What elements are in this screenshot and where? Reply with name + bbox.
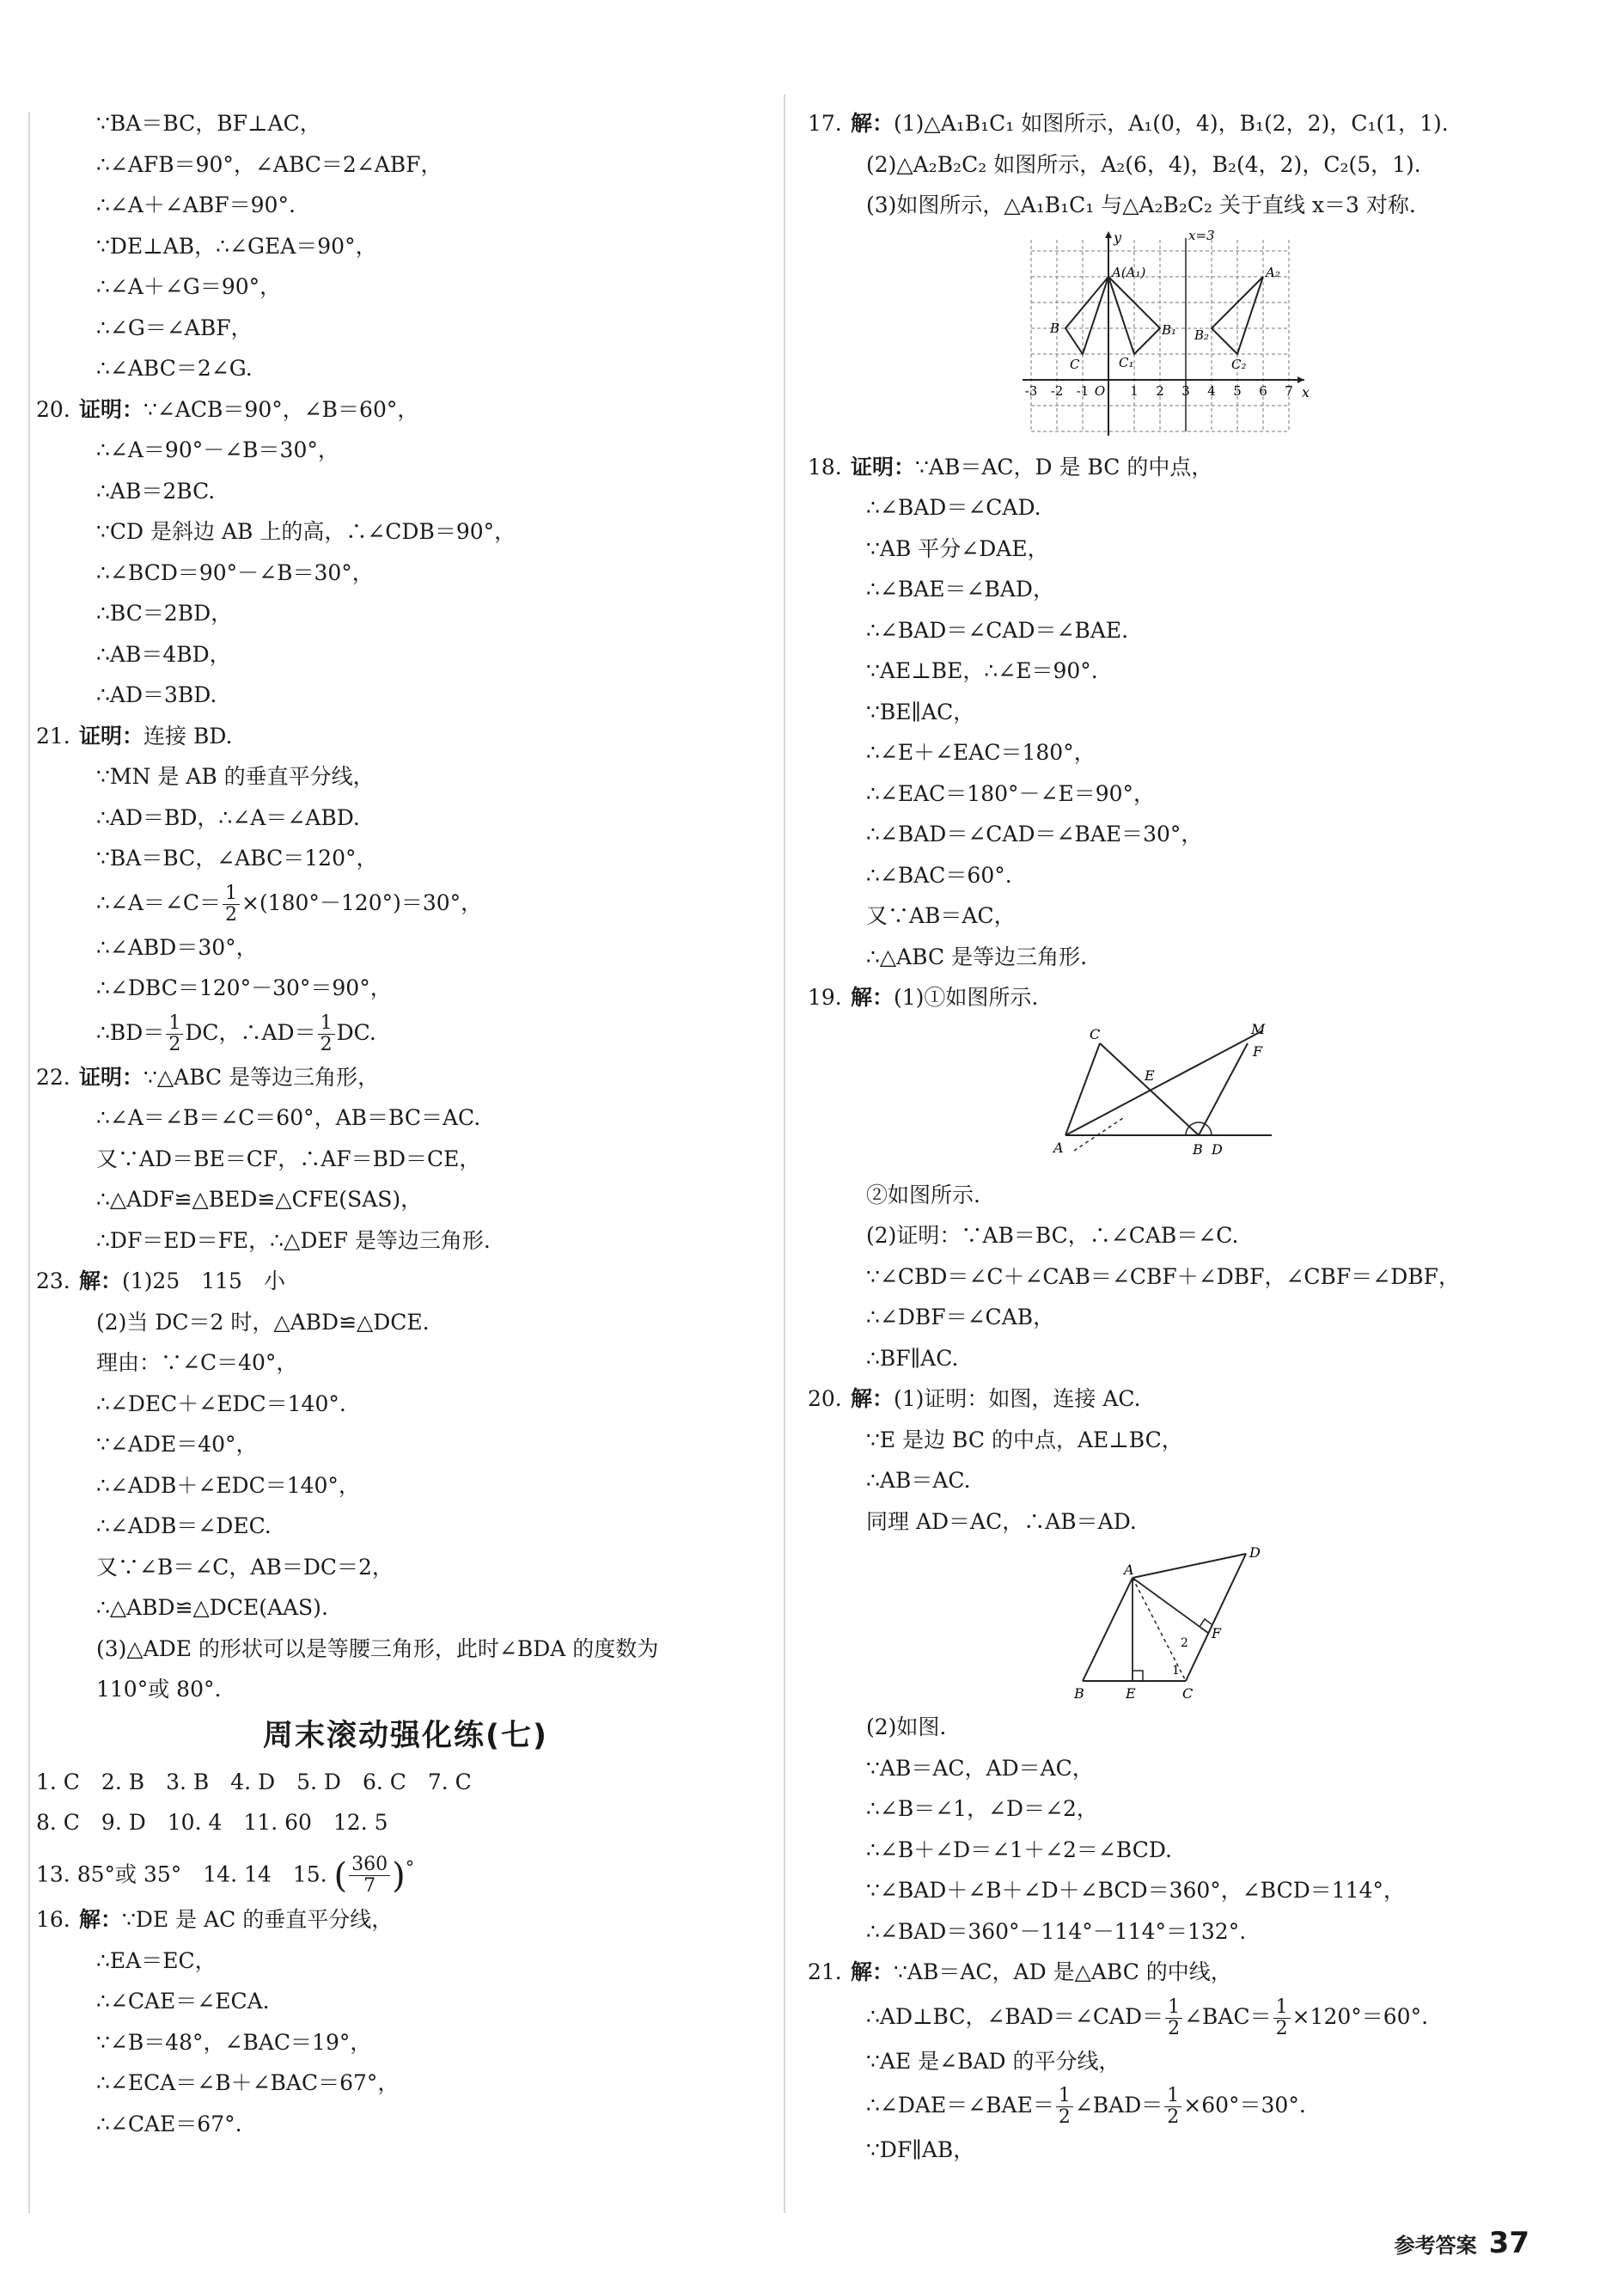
fig19-label: F	[1253, 1042, 1263, 1060]
line-text: ∵∠BAD＋∠B＋∠D＋∠BCD＝360°，∠BCD＝114°，	[866, 1878, 1405, 1903]
line-text-post: DC.	[336, 1019, 376, 1045]
text-line	[36, 308, 775, 349]
text-line	[808, 447, 1581, 488]
answer-13-line	[36, 1843, 775, 1900]
line-text: ∴∠AFB＝90°，∠ABC＝2∠ABF，	[96, 151, 443, 177]
frac-numerator: 1	[1056, 2086, 1073, 2107]
line-text: ∵BE∥AC，	[866, 699, 975, 724]
fraction	[1056, 2086, 1073, 2128]
tick-label: 5	[1233, 382, 1242, 399]
fig19-label: C	[1090, 1025, 1101, 1042]
text-line	[36, 838, 775, 879]
line-text: ∴∠A＝90°－∠B＝30°，	[96, 437, 339, 462]
text-line	[808, 1378, 1581, 1420]
frac-denominator: 2	[1168, 2017, 1181, 2039]
line-text: 连接 BD.	[143, 723, 233, 749]
line-text: (1)证明：如图，连接 AC.	[894, 1386, 1141, 1411]
line-text: ∴∠ABD＝30°，	[96, 934, 258, 960]
text-line	[36, 634, 775, 675]
point-label: A(A₁)	[1112, 264, 1146, 280]
line-text: ∵AE 是∠BAD 的平分线，	[866, 2048, 1120, 2074]
question-label: 解：	[851, 985, 894, 1010]
text-line	[36, 1220, 775, 1262]
text-line	[36, 2022, 775, 2063]
line-text: ∴△ADF≌△BED≌△CFE(SAS)，	[96, 1187, 423, 1212]
question-label: 证明：	[79, 396, 144, 422]
text-line	[36, 1057, 775, 1098]
line-text-mid: ∠BAD＝	[1074, 2093, 1163, 2118]
line-text: ∴∠DBF＝∠CAB，	[866, 1305, 1055, 1329]
text-line	[36, 1669, 775, 1710]
answer-line: 1. C 2. B 3. B 4. D 5. D 6. C 7. C	[36, 1769, 472, 1794]
point-label: C	[1070, 356, 1080, 372]
line-text: (3)△ADE 的形状可以是等腰三角形，此时∠BDA 的度数为	[96, 1635, 659, 1661]
line-text: ∵∠B＝48°，∠BAC＝19°，	[96, 2029, 372, 2055]
question-number: 16.	[36, 1907, 70, 1933]
question-number: 20.	[808, 1386, 842, 1411]
fig19-label: M	[1251, 1021, 1266, 1037]
fig19-label: A	[1053, 1139, 1064, 1156]
question-number: 17.	[808, 111, 842, 136]
figure-20	[808, 1545, 1581, 1703]
line-text: ∴∠DBC＝120°－30°＝90°，	[96, 975, 392, 1000]
text-line	[36, 430, 775, 471]
line-text-pre: ∴∠DAE＝∠BAE＝	[866, 2093, 1054, 2118]
line-text: ∴EA＝EC，	[96, 1947, 217, 1973]
text-line	[808, 895, 1581, 937]
line-text: ∴AB＝4BD，	[96, 641, 231, 667]
text-line	[36, 348, 775, 389]
tick-label: -3	[1024, 382, 1038, 399]
line-text: ∴∠DEC＋∠EDC＝140°.	[96, 1391, 346, 1416]
text-line	[36, 1302, 775, 1343]
fig20-label: D	[1249, 1545, 1261, 1561]
fig19-label: D	[1212, 1140, 1223, 1158]
question-number: 18.	[808, 454, 842, 480]
line-text: ∴∠B＋∠D＝∠1＋∠2＝∠BCD.	[866, 1837, 1172, 1862]
text-line	[808, 487, 1581, 529]
line-text: (2)证明：∵AB＝BC，∴∠CAB＝∠C.	[866, 1223, 1239, 1248]
line-text: ∴∠BAD＝∠CAD.	[866, 495, 1041, 520]
x-axis-label: x	[1302, 383, 1310, 400]
line-text-mid: ∠BAC＝	[1184, 2003, 1272, 2029]
text-line	[808, 1707, 1581, 1748]
line-text-pre: ∴BD＝	[96, 1019, 165, 1045]
text-line	[36, 1629, 775, 1670]
point-label: B₂	[1194, 327, 1210, 343]
section-title: 周末滚动强化练(七)	[263, 1718, 548, 1753]
fig20-label: A	[1124, 1562, 1134, 1578]
text-line	[36, 226, 775, 267]
figure-19-svg	[1048, 1022, 1289, 1168]
text-line	[36, 1139, 775, 1180]
line-text: ∵∠ADE＝40°，	[96, 1432, 258, 1457]
question-number: 22.	[36, 1064, 70, 1090]
text-line	[36, 756, 775, 798]
text-line	[808, 651, 1581, 692]
question-number: 21.	[808, 1959, 842, 1984]
line-text-post: ×(180°－120°)＝30°，	[241, 889, 483, 915]
line-text: ∴AB＝AC.	[866, 1468, 971, 1493]
text-line	[808, 1175, 1581, 1216]
text-line	[808, 1993, 1581, 2041]
right-block-20b-21	[808, 1707, 1581, 2171]
line-text: ∴∠CAE＝∠ECA.	[96, 1989, 270, 2014]
text-line	[808, 977, 1581, 1018]
y-axis-label: y	[1114, 229, 1122, 246]
line-text: (3)如图所示，△A₁B₁C₁ 与△A₂B₂C₂ 关于直线 x＝3 对称.	[866, 193, 1416, 217]
line-text: (1)①如图所示.	[894, 985, 1039, 1010]
text-line	[36, 1899, 775, 1941]
line-text: ∵AB＝AC，AD＝AC，	[866, 1755, 1094, 1781]
text-line	[36, 1981, 775, 2022]
paren-open: (	[333, 1855, 348, 1896]
line-text: ∴∠BAC＝60°.	[866, 862, 1012, 888]
line-text: ∵BA＝BC，∠ABC＝120°，	[96, 846, 378, 871]
question-label: 证明：	[79, 1064, 144, 1090]
line-text: ∴∠BAE＝∠BAD，	[866, 577, 1054, 602]
point-label: B	[1050, 320, 1060, 336]
text-line	[36, 593, 775, 634]
line-text: ∴∠EAC＝180°－∠E＝90°，	[866, 780, 1156, 806]
fig19-label: B	[1193, 1140, 1203, 1158]
text-line	[36, 675, 775, 716]
frac-numerator: 1	[1164, 2086, 1181, 2107]
line-text: ∴∠BAD＝∠CAD＝∠BAE＝30°，	[866, 822, 1203, 847]
line-text: ∴AD＝BD，∴∠A＝∠ABD.	[96, 804, 360, 830]
line-x3-label: x=3	[1188, 229, 1215, 243]
text-line	[36, 511, 775, 553]
line-text: ∴∠CAE＝67°.	[96, 2111, 242, 2136]
left2-lines	[36, 1899, 775, 2144]
fraction	[1164, 2086, 1181, 2128]
line-text: ∵AE⊥BE，∴∠E＝90°.	[866, 658, 1098, 683]
text-line	[808, 144, 1581, 186]
question-number: 23.	[36, 1268, 70, 1293]
text-line	[36, 2104, 775, 2145]
tick-label: 3	[1181, 382, 1190, 399]
line-text: ∴∠BCD＝90°－∠B＝30°，	[96, 559, 374, 585]
text-line	[36, 185, 775, 226]
line-text: 又∵AB＝AC，	[866, 903, 1016, 928]
text-line	[808, 1788, 1581, 1830]
line-text: ∵AB＝AC，AD 是△ABC 的中线，	[894, 1959, 1232, 1984]
line-text: ∴BC＝2BD，	[96, 601, 233, 626]
line-text: ∵AB 平分∠DAE，	[866, 535, 1049, 561]
line-text: ②如图所示.	[866, 1182, 980, 1207]
footer-title: 参考答案	[1394, 2234, 1477, 2258]
text-line	[808, 1952, 1581, 1993]
text-line	[36, 1941, 775, 1982]
line-text: ∵△ABC 是等边三角形，	[143, 1064, 380, 1090]
question-label: 解：	[79, 1268, 123, 1293]
line-text: ∴∠A＋∠G＝90°，	[96, 274, 282, 299]
answers-block	[36, 1762, 775, 1843]
frac-numerator: 1	[223, 883, 240, 905]
tick-label: 7	[1285, 382, 1293, 399]
frac-denominator: 7	[363, 1874, 376, 1897]
page-number: 37	[1488, 2226, 1529, 2260]
figure-20-svg	[1074, 1545, 1272, 1700]
paren-close: )	[392, 1855, 406, 1896]
text-line	[808, 1338, 1581, 1379]
text-line	[36, 144, 775, 186]
frac-numerator: 1	[1165, 1997, 1182, 2019]
text-line	[808, 185, 1581, 226]
frac-numerator: 1	[318, 1013, 335, 1035]
line-text: 又∵∠B＝∠C，AB＝DC＝2，	[96, 1554, 394, 1580]
text-line	[808, 814, 1581, 855]
text-line	[808, 1870, 1581, 1911]
right-block-18-19	[808, 447, 1581, 1018]
right-column	[808, 103, 1581, 2171]
text-line	[36, 103, 775, 144]
line-text: ∴∠A＋∠ABF＝90°.	[96, 193, 296, 217]
frac-denominator: 2	[1058, 2106, 1071, 2128]
line-text: 理由：∵∠C＝40°，	[96, 1350, 298, 1375]
text-line	[808, 2081, 1581, 2130]
grid-figure-svg	[1023, 229, 1315, 440]
text-line	[36, 1384, 775, 1425]
text-line	[808, 692, 1581, 733]
point-label: B₁	[1162, 321, 1177, 338]
line-text: ∴AD＝3BD.	[96, 682, 217, 707]
frac-denominator: 2	[320, 1033, 333, 1055]
point-label: C₁	[1119, 354, 1134, 370]
text-line	[808, 937, 1581, 978]
text-line	[808, 1501, 1581, 1543]
fig20-label: B	[1074, 1685, 1084, 1700]
fig20-label: E	[1126, 1685, 1136, 1700]
tick-label: -2	[1050, 382, 1064, 399]
answer13-fraction	[349, 1855, 390, 1897]
line-text-mid: DC，∴AD＝	[185, 1019, 316, 1045]
line-text: ∴∠ADB＝∠DEC.	[96, 1513, 272, 1538]
line-text: ∴∠G＝∠ABF，	[96, 315, 253, 340]
text-line	[36, 1506, 775, 1547]
fraction	[166, 1013, 183, 1055]
line-text: ∵AB＝AC，D 是 BC 的中点，	[915, 454, 1213, 480]
text-line	[808, 529, 1581, 570]
line-text: ∵DF∥AB，	[866, 2137, 975, 2162]
text-line	[36, 1261, 775, 1302]
text-line	[36, 389, 775, 431]
text-line	[808, 1297, 1581, 1338]
frac-numerator: 1	[166, 1013, 183, 1035]
right-block-17	[808, 103, 1581, 226]
answer13-pre: 13. 85°或 35° 14. 14 15.	[36, 1861, 334, 1886]
frac-numerator: 1	[1273, 1997, 1291, 2019]
line-text: ∴BF∥AC.	[866, 1345, 959, 1371]
left-column	[36, 103, 775, 2144]
text-line	[36, 2063, 775, 2104]
line-text: (1)25 115 小	[122, 1268, 285, 1293]
point-label: C₂	[1231, 356, 1247, 372]
line-text: ∴△ABC 是等边三角形.	[866, 944, 1088, 969]
line-text: 同理 AD＝AC，∴AB＝AD.	[866, 1508, 1137, 1534]
line-text-post: ×60°＝30°.	[1183, 2093, 1306, 2118]
line-text-pre: ∴AD⊥BC，∠BAD＝∠CAD＝	[866, 2003, 1164, 2029]
text-line	[808, 1748, 1581, 1789]
text-line	[36, 1547, 775, 1588]
fig19-label: E	[1145, 1067, 1155, 1084]
fraction	[223, 883, 240, 926]
frac-numerator: 360	[349, 1855, 390, 1876]
text-line	[808, 1256, 1581, 1298]
text-line	[36, 1179, 775, 1220]
text-line	[808, 1830, 1581, 1871]
text-line	[808, 1460, 1581, 1501]
text-line	[36, 1009, 775, 1057]
frac-denominator: 2	[1167, 2106, 1180, 2128]
text-line	[808, 855, 1581, 896]
figure-19	[808, 1022, 1581, 1171]
fraction	[1273, 1997, 1291, 2039]
question-label: 解：	[851, 111, 894, 136]
fig20-label: C	[1182, 1685, 1194, 1700]
fraction	[1165, 1997, 1182, 2039]
angle-label: 2	[1181, 1636, 1188, 1650]
question-label: 解：	[79, 1907, 123, 1933]
line-text: ∴∠BAD＝360°－114°－114°＝132°.	[866, 1918, 1247, 1944]
line-text-pre: ∴∠A＝∠C＝	[96, 889, 221, 915]
answer-line: 8. C 9. D 10. 4 11. 60 12. 5	[36, 1810, 388, 1835]
text-line	[36, 471, 775, 512]
text-line	[36, 716, 775, 757]
text-line	[36, 1587, 775, 1629]
text-line	[36, 266, 775, 308]
grid-figure	[808, 229, 1581, 443]
question-number: 20.	[36, 396, 70, 422]
line-text: ∵DE 是 AC 的垂直平分线，	[122, 1907, 394, 1933]
question-label: 解：	[851, 1386, 894, 1411]
question-number: 19.	[808, 985, 842, 1010]
text-line	[808, 732, 1581, 773]
text-line	[36, 927, 775, 969]
line-text: (2)如图.	[866, 1714, 947, 1739]
line-text: ∵∠ACB＝90°，∠B＝60°，	[143, 396, 419, 422]
text-line	[808, 2130, 1581, 2171]
line-text: ∵MN 是 AB 的垂直平分线，	[96, 764, 375, 789]
line-text: (2)当 DC＝2 时，△ABD≌△DCE.	[96, 1309, 430, 1335]
text-line	[808, 2041, 1581, 2082]
line-text: ∴AB＝2BC.	[96, 478, 216, 504]
line-text: ∴∠B＝∠1，∠D＝∠2，	[866, 1796, 1098, 1821]
frac-denominator: 2	[1275, 2017, 1288, 2039]
text-line	[808, 103, 1581, 144]
line-text: ∵E 是边 BC 的中点，AE⊥BC，	[866, 1427, 1183, 1452]
text-line	[808, 1911, 1581, 1953]
frac-denominator: 2	[224, 903, 237, 926]
line-text: ∴∠ECA＝∠B＋∠BAC＝67°，	[96, 2070, 400, 2096]
line-text: ∴∠A＝∠B＝∠C＝60°，AB＝BC＝AC.	[96, 1105, 481, 1130]
text-line	[808, 569, 1581, 610]
tick-label: 6	[1259, 382, 1267, 399]
page-footer	[1395, 2226, 1529, 2260]
text-line	[36, 1465, 775, 1507]
line-text: ∴∠ADB＋∠EDC＝140°，	[96, 1472, 360, 1498]
tick-label: O	[1094, 382, 1106, 399]
column-divider	[784, 95, 785, 2213]
line-text-post: ×120°＝60°.	[1291, 2003, 1429, 2029]
left-lines	[36, 103, 775, 1710]
angle-label: 1	[1172, 1664, 1180, 1678]
line-text: ∴∠E＋∠EAC＝180°，	[866, 740, 1096, 765]
question-label: 证明：	[79, 723, 144, 749]
tick-label: -1	[1076, 382, 1090, 399]
line-text: ∵∠CBD＝∠C＋∠CAB＝∠CBF＋∠DBF，∠CBF＝∠DBF，	[866, 1263, 1460, 1289]
right-block-19b-20	[808, 1175, 1581, 1543]
text-line	[36, 798, 775, 839]
line-text: ∴∠ABC＝2∠G.	[96, 356, 253, 381]
line-text: ∵BA＝BC，BF⊥AC，	[96, 111, 321, 136]
line-text: ∴DF＝ED＝FE，∴△DEF 是等边三角形.	[96, 1227, 491, 1253]
text-line	[36, 1424, 775, 1465]
line-text: ∴∠BAD＝∠CAD＝∠BAE.	[866, 617, 1129, 643]
text-line	[36, 1097, 775, 1139]
tick-label: 2	[1156, 382, 1164, 399]
line-text: 110°或 80°.	[96, 1677, 222, 1702]
tick-label: 4	[1207, 382, 1216, 399]
question-label: 解：	[851, 1959, 894, 1984]
text-line	[808, 610, 1581, 651]
fraction	[318, 1013, 335, 1055]
line-text: ∵DE⊥AB，∴∠GEA＝90°，	[96, 233, 377, 259]
line-text: (2)△A₂B₂C₂ 如图所示，A₂(6，4)，B₂(4，2)，C₂(5，1).	[866, 151, 1421, 177]
frac-denominator: 2	[168, 1033, 181, 1055]
line-text: ∴△ABD≌△DCE(AAS).	[96, 1595, 328, 1620]
tick-label: 1	[1130, 382, 1139, 399]
text-line	[808, 1420, 1581, 1461]
line-text: 又∵AD＝BE＝CF，∴AF＝BD＝CE，	[96, 1146, 481, 1171]
line-text: (1)△A₁B₁C₁ 如图所示，A₁(0，4)，B₁(2，2)，C₁(1，1).	[894, 111, 1449, 136]
question-number: 21.	[36, 723, 70, 749]
question-label: 证明：	[851, 454, 916, 480]
text-line	[36, 1342, 775, 1384]
text-line	[808, 773, 1581, 815]
text-line	[36, 968, 775, 1009]
point-label: A₂	[1266, 264, 1280, 280]
text-line	[36, 879, 775, 927]
answer13-post: °	[405, 1856, 415, 1878]
fig20-label: F	[1212, 1625, 1222, 1641]
left-margin-rule	[28, 112, 30, 2213]
text-line	[36, 553, 775, 594]
line-text: ∵CD 是斜边 AB 上的高，∴∠CDB＝90°，	[96, 519, 516, 544]
text-line	[808, 1215, 1581, 1256]
